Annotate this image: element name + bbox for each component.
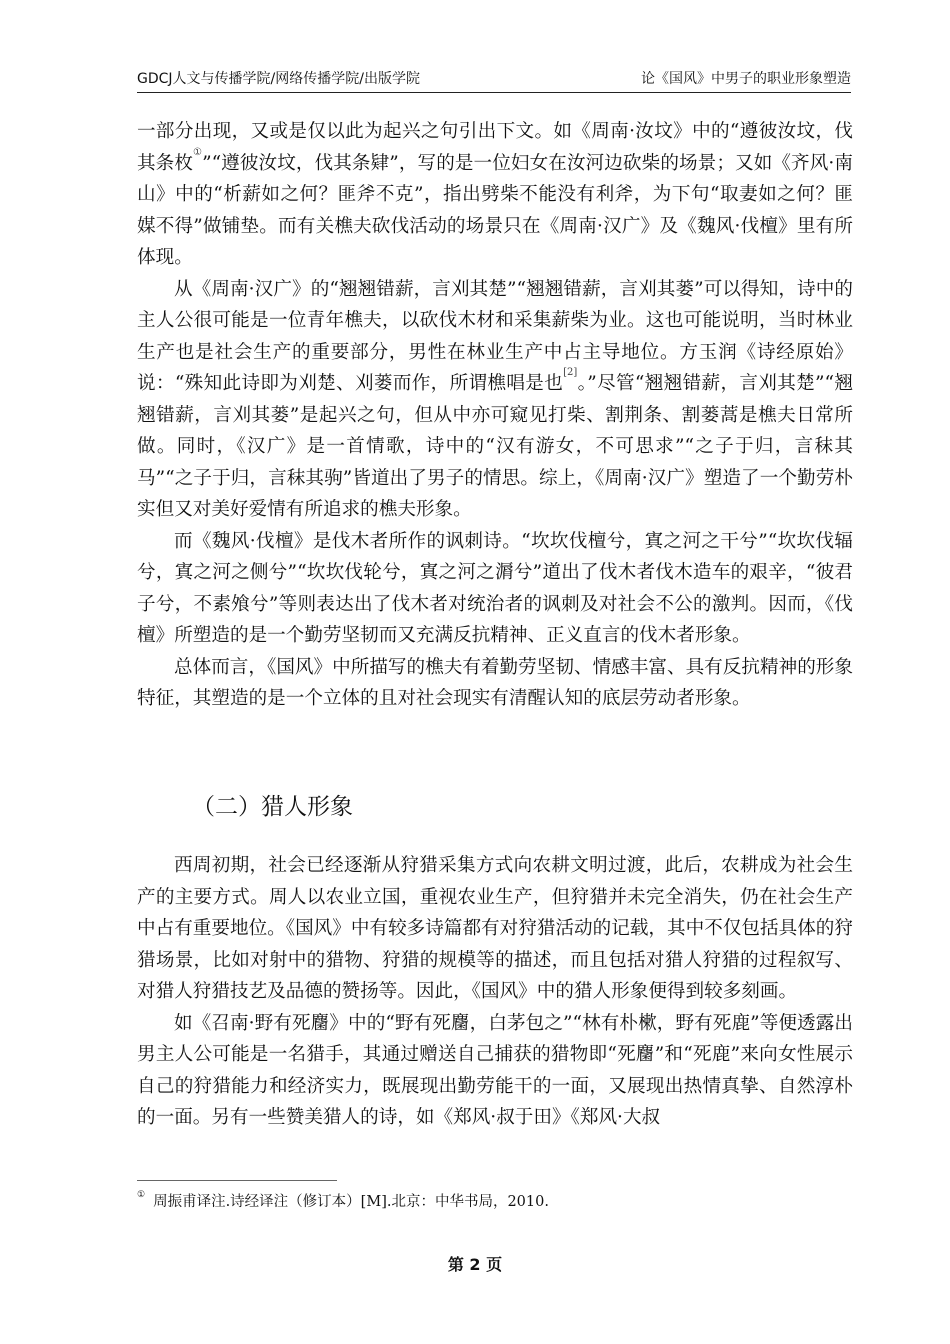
section-heading: （二）猎人形象 (192, 794, 353, 820)
header-paper-title: 论《国风》中男子的职业形象塑造 (641, 71, 851, 87)
footnote-divider (137, 1180, 337, 1181)
footnote-mark: ① (137, 1190, 146, 1200)
header-institution: GDCJ人文与传播学院/网络传播学院/出版学院 (137, 71, 420, 87)
page-body-continued (137, 850, 853, 1134)
paragraph: 而《魏风·伐檀》是伐木者所作的讽刺诗。“坎坎伐檀兮，寘之河之干兮”“坎坎伐辐兮，寘之河之侧兮”“坎坎伐轮兮，寘之河之漘兮”道出了伐木者伐木造车的艰辛，“彼君子兮，不素飧兮”等则表达出了伐木者对统治者的讽刺及对社会不公的激判。因而，《伐檀》所塑造的是一个勤劳坚韧而又充满反抗精神、正义直言的伐木者形象。 (137, 530, 853, 646)
footnote-text: 周振甫译注.诗经译注（修订本）[M].北京：中华书局，2010. (153, 1194, 549, 1210)
page-header (137, 62, 851, 93)
page-body (137, 116, 853, 715)
footnote (137, 1190, 549, 1211)
paragraph: 一部分出现，又或是仅以此为起兴之句引出下文。如《周南·汝坟》中的“遵彼汝坟，伐其条枚①”“遵彼汝坟，伐其条肄”，写的是一位妇女在汝河边砍柴的场景；又如《齐风·南山》中的“析薪如之何？匪斧不克”，指出劈柴不能没有利斧，为下句“取妻如之何？匪媒不得”做铺垫。而有关樵夫砍伐活动的场景只在《周南·汉广》及《魏风·伐檀》里有所体现。 (137, 121, 853, 268)
page-number: 第 2 页 (447, 1255, 503, 1274)
paragraph: 西周初期，社会已经逐渐从狩猎采集方式向农耕文明过渡，此后，农耕成为社会生产的主要方式。周人以农业立国，重视农业生产，但狩猎并未完全消失，仍在社会生产中占有重要地位。《国风》中有较多诗篇都有对狩猎活动的记载，其中不仅包括具体的狩猎场景，比如对射中的猎物、狩猎的规模等的描述，而且包括对猎人狩猎的过程叙写、对猎人狩猎技艺及品德的赞扬等。因此，《国风》中的猎人形象便得到较多刻画。 (137, 855, 853, 1002)
citation-ref[interactable]: [2] (563, 367, 578, 378)
paragraph: 总体而言，《国风》中所描写的樵夫有着勤劳坚韧、情感丰富、具有反抗精神的形象特征，其塑造的是一个立体的且对社会现实有清醒认知的底层劳动者形象。 (137, 656, 853, 709)
footnote-ref[interactable]: ① (193, 146, 203, 158)
paragraph: 如《召南·野有死麕》中的“野有死麕，白茅包之”“林有朴樕，野有死鹿”等便透露出男主人公可能是一名猎手，其通过赠送自己捕获的猎物即“死麕”和“死鹿”来向女性展示自己的狩猎能力和经济实力，既展现出勤劳能干的一面，又展现出热情真挚、自然淳朴的一面。另有一些赞美猎人的诗，如《郑风·叔于田》《郑风·大叔 (137, 1012, 853, 1128)
paragraph: 从《周南·汉广》的“翘翘错薪，言刈其楚”“翘翘错薪，言刈其蒌”可以得知，诗中的主人公很可能是一位青年樵夫，以砍伐木材和采集薪柴为业。这也可能说明，当时林业生产也是社会生产的重要部分，男性在林业生产中占主导地位。方玉润《诗经原始》说：“殊知此诗即为刈楚、刈蒌而作，所谓樵唱是也[2]。”尽管“翘翘错薪，言刈其楚”“翘翘错薪，言刈其蒌”是起兴之句，但从中亦可窥见打柴、割荆条、割蒌蒿是樵夫日常所做。同时，《汉广》是一首情歌，诗中的“汉有游女，不可思求”“之子于归，言秣其马”“之子于归，言秣其驹”皆道出了男子的情思。综上，《周南·汉广》塑造了一个勤劳朴实但又对美好爱情有所追求的樵夫形象。 (137, 278, 853, 520)
